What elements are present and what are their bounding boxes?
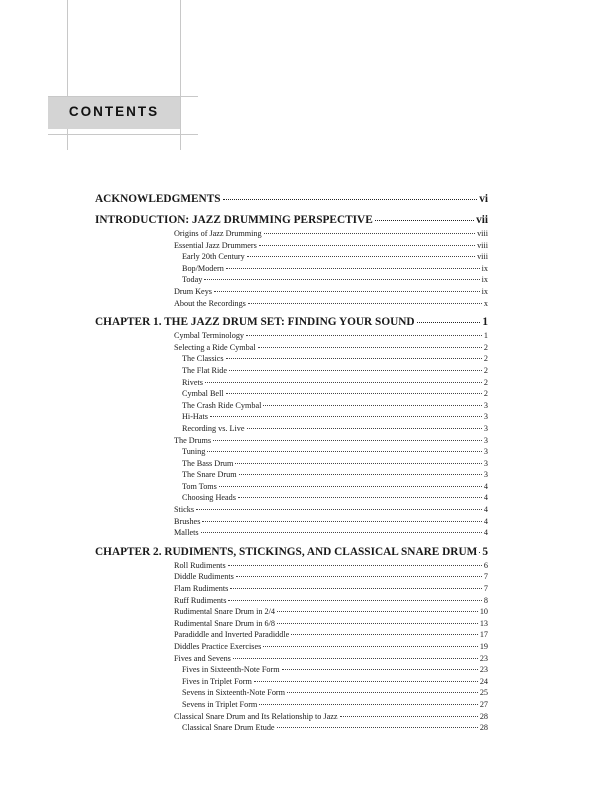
- leader-dots: [254, 681, 478, 682]
- toc-entry[interactable]: [174, 606, 488, 618]
- toc-page-number: 13: [479, 618, 488, 628]
- toc-page-number: 2: [483, 389, 488, 399]
- leader-dots: [417, 322, 481, 323]
- toc-entry-title: Rudimental Snare Drum in 6/8: [174, 618, 275, 628]
- leader-dots: [219, 486, 482, 487]
- toc-entry-title: The Classics: [182, 354, 224, 364]
- toc-entry[interactable]: [182, 458, 488, 470]
- toc-page-number: 2: [483, 377, 488, 387]
- toc-page-number: ix: [481, 275, 488, 285]
- toc-entry[interactable]: [182, 377, 488, 389]
- toc-entry[interactable]: [182, 481, 488, 493]
- toc-entry[interactable]: [174, 286, 488, 298]
- toc-entry-title: Tom Toms: [182, 481, 217, 491]
- toc-page-number: ix: [481, 263, 488, 273]
- toc-entry[interactable]: [174, 298, 488, 310]
- toc-entry-title: Early 20th Century: [182, 252, 245, 262]
- leader-dots: [226, 393, 482, 394]
- toc-entry[interactable]: [182, 676, 488, 688]
- toc-page-number: 1: [483, 331, 488, 341]
- toc-page-number: 7: [483, 572, 488, 582]
- toc-page-number: 4: [483, 516, 488, 526]
- toc-entry-title: Classical Snare Drum Etude: [182, 723, 275, 733]
- leader-dots: [236, 576, 482, 577]
- toc-entry-title: Fives and Sevens: [174, 653, 231, 663]
- leader-dots: [247, 428, 482, 429]
- table-of-contents: [95, 192, 488, 734]
- toc-entry[interactable]: [174, 330, 488, 342]
- toc-entry-title: Sticks: [174, 505, 195, 515]
- leader-dots: [202, 521, 482, 522]
- toc-page-number: vi: [479, 193, 488, 205]
- toc-page-number: 3: [483, 423, 488, 433]
- toc-page-number: 4: [483, 505, 488, 515]
- leader-dots: [233, 658, 478, 659]
- toc-entry[interactable]: [174, 583, 488, 595]
- toc-chapter[interactable]: [95, 545, 488, 560]
- leader-dots: [214, 291, 480, 292]
- toc-page-number: 25: [479, 688, 488, 698]
- leader-dots: [201, 532, 482, 533]
- toc-entry-title: Mallets: [174, 528, 199, 538]
- toc-page-number: viii: [477, 229, 488, 238]
- leader-dots: [196, 509, 482, 510]
- toc-entry-title: Roll Rudiments: [174, 560, 226, 570]
- toc-page-number: viii: [477, 240, 488, 250]
- toc-page-number: 8: [483, 595, 488, 605]
- toc-entry[interactable]: [174, 653, 488, 665]
- toc-entry-title: Sevens in Sixteenth-Note Form: [182, 688, 286, 698]
- leader-dots: [479, 552, 480, 553]
- toc-entry-title: The Bass Drum: [182, 458, 234, 468]
- toc-entry-title: About the Recordings: [174, 298, 246, 308]
- toc-page-number: 3: [483, 470, 488, 480]
- leader-dots: [246, 335, 482, 336]
- leader-dots: [248, 303, 482, 304]
- toc-entry-title: The Crash Ride Cymbal: [182, 400, 262, 410]
- toc-page-number: 3: [483, 400, 488, 410]
- toc-entry[interactable]: [174, 504, 488, 516]
- leader-dots: [277, 623, 478, 624]
- toc-entry[interactable]: [182, 411, 488, 423]
- toc-entry-title: Choosing Heads: [182, 493, 236, 503]
- toc-page-number: vii: [476, 214, 488, 226]
- toc-page-number: 2: [483, 365, 488, 375]
- toc-entry[interactable]: [174, 435, 488, 447]
- toc-page-number: 6: [483, 560, 488, 570]
- toc-entry[interactable]: [174, 629, 488, 641]
- toc-entry[interactable]: [182, 423, 488, 435]
- toc-entry[interactable]: [174, 571, 488, 583]
- toc-page-number: 4: [483, 493, 488, 503]
- leader-dots: [263, 646, 478, 647]
- toc-entry-title: Essential Jazz Drummers: [174, 240, 257, 250]
- toc-entry[interactable]: [174, 342, 488, 354]
- toc-entry[interactable]: [174, 618, 488, 630]
- leader-dots: [210, 416, 482, 417]
- toc-entry-title: ACKNOWLEDGMENTS: [95, 193, 221, 205]
- leader-dots: [277, 611, 478, 612]
- toc-page-number: viii: [477, 252, 488, 262]
- toc-page-number: 3: [483, 435, 488, 445]
- frame-line-bottom: [48, 134, 198, 135]
- leader-dots: [204, 279, 479, 280]
- toc-entry-title: Diddles Practice Exercises: [174, 642, 262, 651]
- leader-dots: [247, 256, 475, 257]
- toc-entry[interactable]: [182, 263, 488, 275]
- toc-entry[interactable]: [174, 595, 488, 607]
- toc-entry-title: CHAPTER 2. RUDIMENTS, STICKINGS, AND CLASSICAL SNARE DRUM: [95, 545, 478, 558]
- title-band: [48, 125, 180, 129]
- toc-entry-title: INTRODUCTION: JAZZ DRUMMING PERSPECTIVE: [95, 214, 373, 226]
- leader-dots: [259, 704, 478, 705]
- toc-entry-title: Brushes: [174, 516, 201, 526]
- leader-dots: [235, 463, 482, 464]
- toc-entry-title: The Drums: [174, 435, 212, 445]
- leader-dots: [230, 588, 482, 589]
- toc-entry-title: Hi-Hats: [182, 412, 208, 422]
- toc-entry[interactable]: [174, 641, 488, 653]
- toc-page-number: 5: [482, 545, 488, 558]
- toc-page-number: 28: [479, 711, 488, 721]
- toc-entry[interactable]: [174, 560, 488, 572]
- toc-entry[interactable]: [174, 228, 488, 240]
- toc-entry-title: Flam Rudiments: [174, 584, 229, 594]
- toc-page-number: 1: [482, 316, 488, 329]
- toc-entry-title: Classical Snare Drum and Its Relationship to Jazz: [174, 711, 338, 721]
- toc-entry-title: Cymbal Terminology: [174, 331, 245, 341]
- toc-entry-title: Drum Keys: [174, 286, 212, 296]
- page-title: CONTENTS: [48, 97, 180, 125]
- leader-dots: [277, 727, 478, 728]
- leader-dots: [238, 497, 482, 498]
- toc-entry-title: Tuning: [182, 447, 206, 457]
- toc-chapter[interactable]: [95, 192, 488, 207]
- toc-entry-title: Selecting a Ride Cymbal: [174, 342, 256, 352]
- leader-dots: [223, 199, 478, 200]
- leader-dots: [207, 451, 482, 452]
- toc-entry[interactable]: [182, 722, 488, 734]
- leader-dots: [287, 692, 478, 693]
- toc-page-number: 17: [479, 630, 488, 640]
- toc-page-number: 27: [479, 699, 488, 709]
- leader-dots: [258, 347, 482, 348]
- toc-entry[interactable]: [182, 469, 488, 481]
- frame-line-right: [180, 0, 181, 150]
- leader-dots: [229, 370, 482, 371]
- toc-entry-title: Today: [182, 275, 203, 285]
- toc-entry-title: Rudimental Snare Drum in 2/4: [174, 607, 275, 617]
- leader-dots: [375, 220, 474, 221]
- toc-entry-title: Paradiddle and Inverted Paradiddle: [174, 630, 290, 640]
- leader-dots: [259, 245, 475, 246]
- toc-entry-title: Ruff Rudiments: [174, 595, 227, 605]
- toc-page-number: 2: [483, 342, 488, 352]
- leader-dots: [264, 233, 476, 234]
- toc-entry-title: The Flat Ride: [182, 365, 228, 375]
- leader-dots: [228, 565, 482, 566]
- toc-entry-title: Fives in Sixteenth-Note Form: [182, 665, 280, 675]
- toc-page-number: 7: [483, 584, 488, 594]
- toc-entry[interactable]: [182, 400, 488, 412]
- leader-dots: [213, 440, 482, 441]
- toc-entry-title: Bop/Modern: [182, 263, 224, 273]
- toc-page-number: 23: [479, 653, 488, 663]
- toc-entry-title: Fives in Triplet Form: [182, 676, 252, 686]
- toc-entry[interactable]: [182, 664, 488, 676]
- toc-entry[interactable]: [174, 527, 488, 539]
- toc-entry-title: Cymbal Bell: [182, 389, 224, 399]
- toc-page-number: 4: [483, 528, 488, 538]
- toc-entry-title: The Snare Drum: [182, 470, 237, 480]
- toc-page-number: ix: [481, 286, 488, 296]
- toc-entry[interactable]: [182, 274, 488, 286]
- leader-dots: [340, 716, 478, 717]
- toc-entry-title: Rivets: [182, 377, 203, 387]
- toc-entry[interactable]: [182, 492, 488, 504]
- toc-page-number: 2: [483, 354, 488, 364]
- leader-dots: [263, 405, 482, 406]
- toc-chapter[interactable]: [95, 213, 488, 228]
- toc-entry-title: Recording vs. Live: [182, 423, 245, 433]
- toc-page-number: 28: [479, 723, 488, 733]
- toc-page-number: 19: [479, 642, 488, 651]
- leader-dots: [205, 382, 482, 383]
- toc-entry[interactable]: [174, 240, 488, 252]
- toc-page-number: 23: [479, 665, 488, 675]
- toc-page-number: 3: [483, 447, 488, 457]
- toc-entry[interactable]: [182, 251, 488, 263]
- leader-dots: [226, 268, 480, 269]
- toc-entry[interactable]: [182, 687, 488, 699]
- toc-entry[interactable]: [182, 353, 488, 365]
- toc-page-number: 3: [483, 458, 488, 468]
- toc-page-number: 24: [479, 676, 488, 686]
- toc-entry-title: Diddle Rudiments: [174, 572, 234, 582]
- toc-entry[interactable]: [174, 516, 488, 528]
- leader-dots: [239, 474, 482, 475]
- toc-entry[interactable]: [182, 446, 488, 458]
- leader-dots: [282, 669, 478, 670]
- leader-dots: [226, 358, 482, 359]
- toc-entry[interactable]: [182, 388, 488, 400]
- leader-dots: [291, 634, 478, 635]
- toc-page-number: x: [483, 298, 488, 308]
- toc-entry-title: Sevens in Triplet Form: [182, 699, 258, 709]
- toc-page-number: 4: [483, 481, 488, 491]
- toc-entry-title: Origins of Jazz Drumming: [174, 229, 262, 238]
- toc-entry[interactable]: [182, 365, 488, 377]
- toc-chapter[interactable]: [95, 315, 488, 330]
- leader-dots: [228, 600, 482, 601]
- toc-entry[interactable]: [174, 711, 488, 723]
- toc-entry-title: CHAPTER 1. THE JAZZ DRUM SET: FINDING YOUR SOUND: [95, 316, 415, 329]
- toc-page-number: 3: [483, 412, 488, 422]
- toc-entry[interactable]: [182, 699, 488, 711]
- toc-page-number: 10: [479, 607, 488, 617]
